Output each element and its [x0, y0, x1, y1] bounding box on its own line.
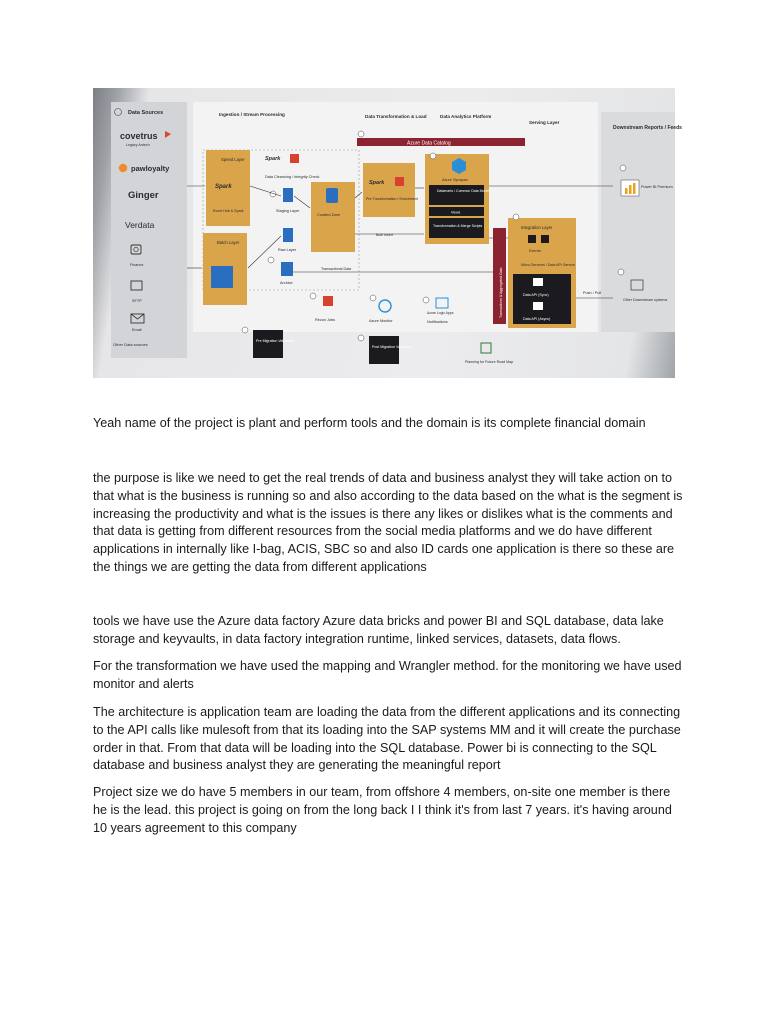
factory-icon	[211, 266, 233, 288]
integration-layer-label: Integration Layer	[521, 225, 553, 230]
powerbi-label: Power BI Premium	[641, 185, 673, 189]
staging-label: Staging Layer	[276, 209, 300, 213]
section-ingestion: Ingestion / Stream Processing	[219, 112, 285, 117]
paragraph-purpose: the purpose is like we need to get the real trends of data and business analyst they will take action on to that what is the business is running so and also according to the data based on the what is the segment is increasing the productivity and what is the issues is there any likes or dislikes what is the comments and that data is getting from different resources from the social media platforms and we do have different applications in internally like I-bag, ACIS, SBC so and also ID cards one application is there so these are the things we are getting the data from different applications	[93, 471, 683, 574]
section-downstream: Downstream Reports / Feeds	[613, 125, 682, 131]
databricks-icon	[290, 154, 299, 163]
raw-icon	[283, 228, 293, 242]
aggregated-label: Transactions & Aggregated Data	[499, 267, 503, 318]
data-api-sync-label: Data API (Sync)	[523, 293, 549, 297]
transform-merge-label: Transformation & Merge Scripts	[433, 224, 483, 228]
source-covetrus-sub: Legacy Antech	[126, 143, 150, 147]
events-label: Events	[529, 249, 541, 253]
pre-migration-box	[253, 330, 283, 358]
microservices-label: Micro-Services / Data API Service	[521, 263, 575, 267]
azure-data-catalog-label: Azure Data Catalog	[407, 140, 451, 147]
push-pull-label: Push / Pull	[583, 291, 602, 295]
event-hub-label: Event Hub & Spark	[213, 209, 244, 213]
source-covetrus: covetrus	[120, 131, 158, 141]
post-migration-label: Post Migration Validation	[372, 345, 412, 349]
recon-icon	[323, 296, 333, 306]
monitor-label: Azure Monitor	[369, 319, 393, 323]
datamarts-label: Datamarts / Common Data Model	[437, 189, 490, 193]
post-migration-box	[369, 336, 399, 364]
archive-icon	[281, 262, 293, 276]
cleansing-label: Data Cleansing / Integrity Check	[265, 175, 320, 179]
paragraph-tools: tools we have use the Azure data factory Azure data bricks and power BI and SQL database, data lake storage and keyvaults, in data factory integration runtime, linked services, datasets, data flows.	[93, 614, 664, 646]
speed-layer-label: Speed Layer	[221, 157, 245, 162]
source-pawloyalty: pawloyalty	[131, 164, 170, 173]
data-api-async-label: Data API (Async)	[523, 317, 551, 321]
planning-label: Planning for Future Road Map	[465, 360, 514, 364]
calendar-icon	[481, 343, 491, 353]
recon-label: Recon Jobs	[315, 318, 336, 322]
paragraph-transformation: For the transformation we have used the mapping and Wrangler method. for the monitoring we have used monitor and alerts	[93, 659, 682, 691]
architecture-diagram	[93, 88, 682, 378]
spark-label-2: Spark	[265, 156, 281, 162]
section-serving: Serving Layer	[529, 120, 560, 125]
batch-layer-label: Batch Layer	[217, 240, 240, 245]
pre-migration-label: Pre Migration Validation	[256, 339, 294, 343]
spark-label-1: Spark	[215, 184, 232, 190]
spark-label-3: Spark	[369, 180, 385, 186]
views-label: Views	[451, 210, 461, 215]
source-sftp: SFTP	[132, 299, 142, 303]
section-transformation: Data Transformation & Load	[365, 114, 427, 119]
architecture-diagram-photo	[93, 88, 682, 378]
source-verdata: Verdata	[125, 220, 155, 230]
bulk-insert-label: Bulk Insert	[376, 233, 393, 237]
source-email: Email	[132, 328, 142, 332]
notifications-label: Notifications	[427, 320, 448, 324]
synapse-label: Azure Synapse	[442, 178, 468, 182]
paragraph-architecture: The architecture is application team are loading the data from the different applications and its connecting to the API calls like mulesoft from that its loading into the SAP systems MM and it will create the purchase order in that. From that data will be loading into the SQL database. Power bi is connecting to the SQL database and business analyst they are generating the meaningful report	[93, 705, 681, 773]
other-downstream-label: Other Downstream systems	[623, 298, 668, 302]
pre-transformation-box	[363, 163, 415, 217]
archive-label: Archive	[280, 281, 293, 285]
transactional-label: Transactional Data	[321, 267, 352, 271]
source-ginger: Ginger	[128, 190, 159, 201]
source-other: Other Data sources	[113, 342, 148, 347]
logic-apps-label: Azure Logic Apps	[427, 311, 454, 315]
pre-transform-label: Pre Transformation / Enrichment	[366, 197, 418, 201]
curated-label: Curated Zone	[317, 213, 341, 217]
paragraph-project-name: Yeah name of the project is plant and perform tools and the domain is its complete financial domain	[93, 416, 646, 430]
section-data-sources: Data Sources	[128, 110, 164, 116]
raw-label: Raw Layer	[278, 248, 297, 252]
section-analytics: Data Analytics Platform	[440, 114, 492, 119]
staging-icon	[283, 188, 293, 202]
pawloyalty-icon	[119, 164, 127, 172]
source-finance: Finance	[130, 263, 144, 267]
paragraph-project-size: Project size we do have 5 members in our team, from offshore 4 members, on-site one member is there he is the lead. this project is going on from the long back I I think it's from last 7 years. it's having around 10 years agreement to this company	[93, 785, 672, 835]
